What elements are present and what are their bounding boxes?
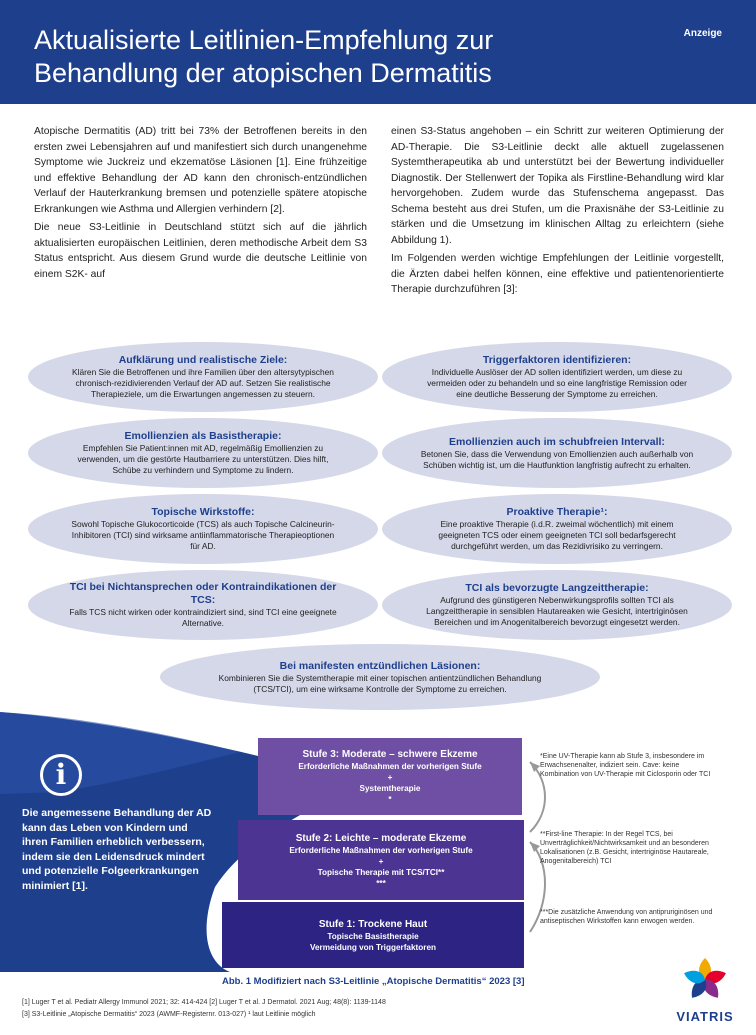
stage-line: Systemtherapie [359, 784, 421, 793]
stage-title: Stufe 2: Leichte – moderate Ekzeme [295, 832, 467, 844]
recommendation-title: Bei manifesten entzündlichen Läsionen: [279, 659, 481, 672]
reference-line: [1] Luger T et al. Pediatr Allergy Immunol 2021; 32: 414-424 [2] Luger T et al. J Dermatol. 2021 Aug; 48(8): 1139-1148 [22, 999, 386, 1006]
stage-plus: + [387, 773, 393, 782]
recommendation-text: Empfehlen Sie Patient:innen mit AD, regelmäßig Emollienzien zu verwenden, um die gestörte Hautbarriere zu unterstützen. Dies hilft, Schübe zu verhindern und Symptome zu lindern. [77, 443, 329, 475]
recommendation-oval [382, 494, 732, 564]
stage-mark: *** [376, 878, 386, 888]
recommendation-title: Triggerfaktoren identifizieren: [482, 354, 632, 366]
intro-paragraph: Im Folgenden werden wichtige Empfehlungen der Leitlinie vorgestellt, die Ärzten dabei helfen können, eine effektive und patientenorientierte Therapie durchzuführen [3]: [391, 253, 724, 295]
intro-paragraph: Atopische Dermatitis (AD) tritt bei 73% der Betroffenen bereits in den ersten zwei Lebensjahren auf und manifestiert sich durch unangenehme Symptome wie Juckreiz und ekzematöse Läsionen [1]. Eine frühzeitige und effektive Behandlung der AD kann den chronisch-entzündlichen Verlauf der Hauterkrankung bremsen und potenzielle spätere atopische Erkrankungen wie Asthma und Allergien verhindern [2]. [34, 126, 367, 215]
recommendation-title: Topische Wirkstoffe: [151, 506, 255, 518]
intro-paragraph: Die neue S3-Leitlinie in Deutschland stützt sich auf die jährlich aktualisierten europäischen Leitlinien, deren methodische Arbeit dem S3 Status entspricht. Aus diesem Grund wurde die deutsche Leitlinie von einem S2K- auf [34, 222, 367, 280]
recommendations [20, 342, 736, 712]
info-icon: i [40, 754, 82, 796]
title-line-1: Aktualisierte Leitlinien-Empfehlung zur [34, 25, 494, 55]
stage-line: Vermeidung von Triggerfaktoren [309, 942, 437, 952]
stage-plus: + [378, 856, 384, 866]
intro-paragraph: einen S3-Status angehoben – ein Schritt zur weiteren Optimierung der AD-Therapie. Die S3-Leitlinie deckt alle aktuell zugelassenen Systemtherapeutika ab und unterstützt bei der Bewertung individueller Diagnostik. Der Stellenwert der Topika als Firstline-Behandlung wird klar hervorgehoben. Zudem wurde das Stufenschema angepasst. Das Schema besteht aus drei Stufen, um die Praxisnähe der S3-Leitlinie zu stärken und die Umsetzung im klinischen Alltag zu erleichtern (siehe Abbildung 1). [391, 126, 724, 246]
stage-1-box [222, 902, 524, 968]
recommendation-oval [28, 494, 378, 564]
recommendation-text: Falls TCS nicht wirken oder kontraindiziert sind, sind TCI eine geeignete Alternative. [69, 607, 337, 628]
recommendation-text: Kombinieren Sie die Systemtherapie mit einer topischen antientzündlichen Behandlung (TCS/TCI), um eine wirksame Kontrolle der Symptome zu erreichen. [218, 672, 542, 694]
recommendation-oval-wide [160, 644, 600, 710]
stage-3-box [258, 738, 522, 815]
stage-line: Erforderliche Maßnahmen der vorherigen Stufe [298, 762, 482, 771]
recommendation-title: Emollienzien als Basistherapie: [124, 430, 282, 442]
page-title [34, 24, 674, 90]
recommendation-oval [382, 570, 732, 640]
stage-line: Topische Therapie mit TCS/TCI** [317, 867, 445, 877]
info-text: Die angemessene Behandlung der AD kann das Leben von Kindern und ihren Familien erheblich verbessern, indem sie den Leidensdruck mindert und potenzielle Folgeerkrankungen minimiert [1]. [22, 807, 212, 892]
stage-title: Stufe 3: Moderate – schwere Ekzeme [302, 749, 478, 760]
recommendation-text: Aufgrund des günstigeren Nebenwirkungsprofils sollten TCI als Langzeittherapie in sensiblen Hautareaken wie Gesicht, intertriginösen Bereichen und im Anogenitalbereich bevorzugt eingesetzt werden. [426, 595, 688, 627]
stage-2-box [238, 820, 524, 900]
stage-line: Erforderliche Maßnahmen der vorherigen Stufe [289, 845, 473, 855]
recommendation-oval [382, 342, 732, 412]
recommendation-title: Emollienzien auch im schubfreien Intervall: [449, 435, 665, 448]
footnote-additional: ***Die zusätzliche Anwendung von antipruriginösen und antiseptischen Wirkstoffen kann erwogen werden. [540, 909, 713, 925]
stage-line: Topische Basistherapie [327, 931, 419, 941]
recommendation-title: Proaktive Therapie¹: [506, 506, 608, 518]
intro-text [34, 124, 724, 301]
logo-wordmark: VIATRIS [676, 1009, 734, 1024]
ad-label: Anzeige [683, 28, 722, 39]
recommendation-oval [28, 418, 378, 488]
references [22, 997, 622, 1021]
intro-left-column [34, 124, 367, 301]
recommendation-oval [28, 342, 378, 412]
reference-line: [3] S3-Leitlinie „Atopische Dermatitis“ 2023 (AWMF-Registernr. 013-027) ¹ laut Leitlinie möglich [22, 1011, 316, 1018]
recommendation-title: TCI als bevorzugte Langzeittherapie: [465, 582, 649, 594]
recommendation-oval [382, 418, 732, 488]
header-banner [0, 0, 756, 104]
bottom-section [0, 712, 756, 1035]
recommendation-text: Eine proaktive Therapie (i.d.R. zweimal wöchentlich) mit einem geeigneten TCS oder einem geeigneten TCI soll bedarfsgerecht durchgeführt werden, um das Rezidivrisiko zu verringern. [438, 519, 676, 551]
figure-caption: Abb. 1 Modifiziert nach S3-Leitlinie „Atopische Dermatitis“ 2023 [3] [222, 976, 525, 987]
recommendation-text: Betonen Sie, dass die Verwendung von Emollienzien auch außerhalb von Schüben wichtig ist, um die Hautfunktion langfristig aufrecht zu erhalten. [420, 448, 694, 470]
footnote-uv: *Eine UV-Therapie kann ab Stufe 3, insbesondere im Erwachsenenalter, indiziert sein. Cave: keine Kombination von UV-Therapie mit Ciclosporin oder TCI [540, 753, 711, 778]
stage-mark: * [388, 795, 392, 804]
recommendation-text: Klären Sie die Betroffenen und ihre Familien über den altersytypischen chronisch-rezidivierenden Verlauf der AD auf. Setzen Sie realistische Therapieziele, um die Erwartungen angemessen zu steuern. [72, 367, 334, 399]
recommendation-text: Sowohl Topische Glukocorticoide (TCS) als auch Topische Calcineurin-Inhibitoren (TCI) sind wirksame antiinflammatorische Therapieoptionen für AD. [71, 519, 335, 551]
stage-title: Stufe 1: Trockene Haut [318, 918, 428, 930]
title-line-2: Behandlung der atopischen Dermatitis [34, 58, 492, 88]
recommendation-title: TCI bei Nichtansprechen oder Kontraindikationen der TCS: [69, 581, 337, 606]
recommendation-title: Aufklärung und realistische Ziele: [118, 354, 288, 366]
footnote-first-line: **First-line Therapie: In der Regel TCS, bei Unverträglichkeit/Nichtwirksamkeit und an besonderen Lokalisationen (z.B. Gesicht, intertriginöse Hautareale, Anogenitalbereich) TCI [540, 831, 709, 865]
recommendation-oval [28, 570, 378, 640]
recommendation-text: Individuelle Auslöser der AD sollen identifiziert werden, um diese zu vermeiden oder zu behandeln und so eine langfristige Remission oder eine deutliche Besserung der Symptome zu erreichen. [427, 367, 687, 399]
intro-right-column [391, 124, 724, 301]
